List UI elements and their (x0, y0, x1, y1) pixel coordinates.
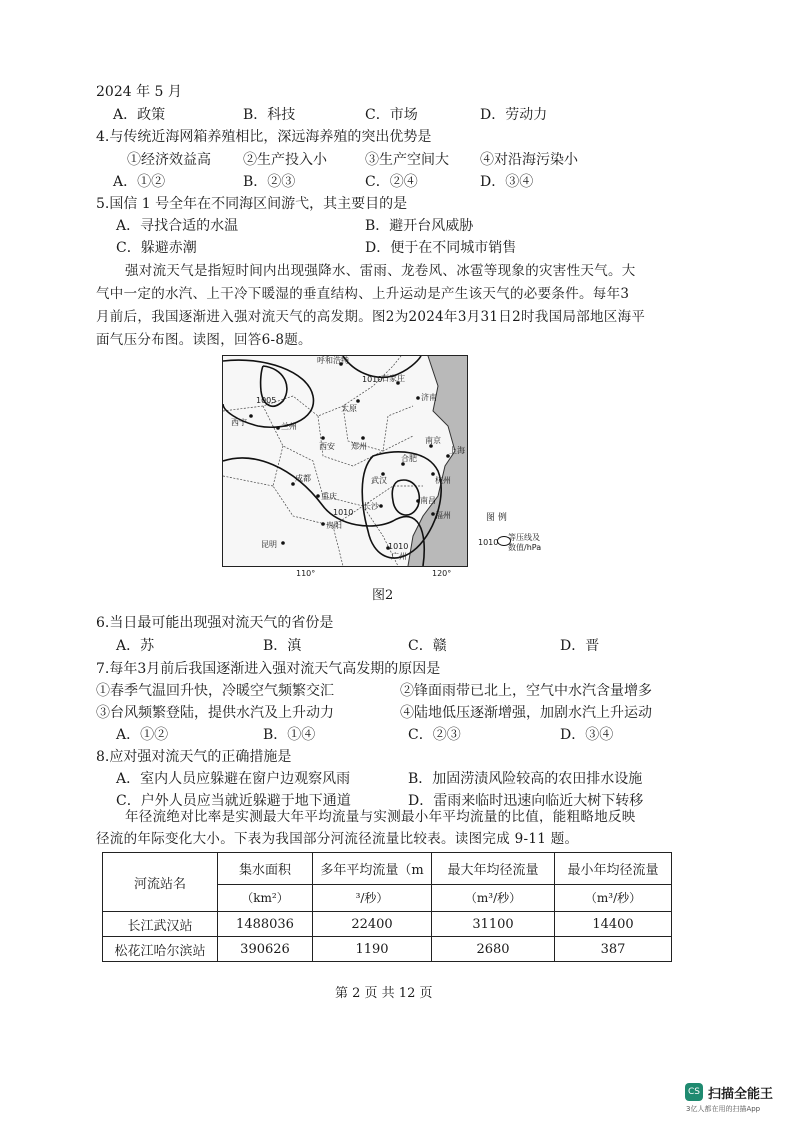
legend-text-2: 数值/hPa (508, 543, 542, 552)
header-station: 河流站名 (103, 853, 218, 912)
header-max-flow: 最大年均径流量 (432, 853, 555, 885)
city-huhehaote: 呼和浩特 (317, 356, 349, 365)
isobar-label-1010-b: 1010 (333, 508, 354, 517)
header-area-unit: （km²） (218, 884, 313, 911)
passage2-line-2: 径流的年际变化大小。下表为我国部分河流径流量比较表。读图完成 9-11 题。 (96, 831, 579, 847)
header-area: 集水面积 (218, 853, 313, 885)
city-fuzhou: 福州 (435, 511, 451, 520)
city-changsha: 长沙 (363, 502, 379, 511)
q5-option-a: A．寻找合适的水温 (116, 218, 239, 234)
runoff-table (102, 852, 672, 962)
cell-area: 1488036 (218, 912, 313, 937)
table-header-row (103, 853, 672, 885)
passage1-line-3: 月前后，我国逐渐进入强对流天气的高发期。图2为2024年3月31日2时我国局部地区海平 (96, 309, 646, 325)
header-min-flow: 最小年均径流量 (555, 853, 672, 885)
city-xining: 西宁 (231, 418, 247, 427)
isobar-label-1005: 1005 (256, 396, 277, 405)
passage2-line-1: 年径流绝对比率是实测最大年平均流量与实测最小年平均流量的比值，能粗略地反映 (125, 809, 636, 825)
q4-option-b: B．②③ (243, 174, 296, 190)
cell-station: 松花江哈尔滨站 (103, 937, 218, 962)
city-kunming: 昆明 (261, 540, 277, 549)
q4-item-3: ③生产空间大 (365, 152, 449, 168)
cell-mean-flow: 1190 (313, 937, 432, 962)
cell-max-flow: 2680 (432, 937, 555, 962)
header-date: 2024 年 5 月 (96, 84, 182, 100)
header-max-flow-unit: （m³/秒） (432, 884, 555, 911)
q8-option-a: A．室内人员应躲避在窗户边观察风雨 (116, 771, 351, 787)
city-hangzhou: 杭州 (435, 476, 451, 485)
q4-stem: 4.与传统近海网箱养殖相比，深远海养殖的突出优势是 (96, 129, 432, 145)
passage1-line-1: 强对流天气是指短时间内出现强降水、雷雨、龙卷风、冰雹等现象的灾害性天气。大 (125, 263, 636, 279)
watermark-app-name: 扫描全能王 (708, 1087, 774, 1102)
cell-min-flow: 14400 (555, 912, 672, 937)
city-shijiazhuang: 石家庄 (381, 374, 405, 383)
city-nanchang: 南昌 (420, 496, 436, 505)
city-guangzhou: 广州 (391, 552, 407, 561)
cell-max-flow: 31100 (432, 912, 555, 937)
q4-option-d: D．③④ (480, 174, 534, 190)
pressure-map (222, 355, 468, 567)
legend-value: 1010 (478, 538, 499, 547)
city-wuhan: 武汉 (371, 476, 387, 485)
q7-item-2: ②锋面雨带已北上，空气中水汽含量增多 (400, 683, 652, 699)
header-min-flow-unit: （m³/秒） (555, 884, 672, 911)
q4-option-c: C．②④ (365, 174, 418, 190)
city-jinan: 济南 (421, 393, 437, 402)
province-boundaries (223, 356, 423, 566)
q3-option-a: A．政策 (113, 107, 166, 123)
isobar-low-center (392, 480, 419, 515)
table-row (103, 912, 672, 937)
q7-option-c: C．②③ (408, 727, 461, 743)
city-zhengzhou: 郑州 (351, 442, 367, 451)
q4-item-1: ①经济效益高 (127, 152, 211, 168)
q5-option-b: B．避开台风威胁 (365, 218, 474, 234)
q5-option-c: C．躲避赤潮 (116, 240, 197, 256)
header-mean-flow: 多年平均流量（m (313, 853, 432, 885)
q6-option-b: B．滇 (263, 638, 302, 654)
page-footer: 第 2 页 共 12 页 (335, 986, 433, 1001)
q6-stem: 6.当日最可能出现强对流天气的省份是 (96, 615, 334, 631)
q8-option-c: C．户外人员应当就近躲避于地下通道 (116, 793, 351, 809)
q7-option-d: D．③④ (560, 727, 614, 743)
legend-title: 图 例 (486, 513, 507, 523)
city-guiyang: 贵阳 (326, 521, 342, 530)
q6-option-d: D．晋 (560, 638, 600, 654)
q4-item-4: ④对沿海污染小 (480, 152, 578, 168)
figure-caption: 图2 (372, 588, 394, 603)
q5-option-d: D．便于在不同城市销售 (365, 240, 517, 256)
city-lanzhou: 兰州 (281, 422, 297, 431)
table-row (103, 937, 672, 962)
q3-option-c: C．市场 (365, 107, 418, 123)
header-mean-flow-unit: ³/秒） (313, 884, 432, 911)
city-xian: 西安 (319, 442, 335, 451)
cell-min-flow: 387 (555, 937, 672, 962)
pressure-map-drawing (223, 356, 467, 566)
camscanner-logo-icon: CS (685, 1083, 703, 1101)
q8-stem: 8.应对强对流天气的正确措施是 (96, 749, 292, 765)
legend-text-1: 等压线及 (508, 533, 540, 542)
q7-option-a: A．①② (116, 727, 169, 743)
q7-stem: 7.每年3月前后我国逐渐进入强对流天气高发期的原因是 (96, 661, 441, 677)
isobar-label-1010-a: 1010 (362, 375, 383, 384)
cell-area: 390626 (218, 937, 313, 962)
cell-station: 长江武汉站 (103, 912, 218, 937)
q7-option-b: B．①④ (263, 727, 316, 743)
isobar-label-1010-d: 1010 (388, 542, 409, 551)
q7-item-1: ①春季气温回升快，冷暖空气频繁交汇 (96, 683, 334, 699)
q4-option-a: A．①② (113, 174, 166, 190)
q3-option-d: D．劳动力 (480, 107, 548, 123)
lon-label-120: 120° (432, 569, 452, 578)
q6-option-c: C．赣 (408, 638, 447, 654)
city-chengdu: 成都 (295, 474, 311, 483)
passage1-line-2: 气中一定的水汽、上干冷下暖湿的垂直结构、上升运动是产生该天气的必要条件。每年3 (96, 286, 630, 302)
q7-item-3: ③台风频繁登陆，提供水汽及上升动力 (96, 705, 334, 721)
q8-option-b: B．加固涝渍风险较高的农田排水设施 (408, 771, 643, 787)
q4-item-2: ②生产投入小 (243, 152, 327, 168)
city-shanghai: 上海 (449, 446, 465, 455)
q7-item-4: ④陆地低压逐渐增强，加剧水汽上升运动 (400, 705, 652, 721)
city-chongqing: 重庆 (321, 492, 337, 501)
cell-mean-flow: 22400 (313, 912, 432, 937)
q3-option-b: B．科技 (243, 107, 296, 123)
q8-option-d: D．雷雨来临时迅速向临近大树下转移 (408, 793, 644, 809)
watermark-tagline: 3亿人都在用的扫描App (686, 1105, 761, 1113)
q6-option-a: A．苏 (116, 638, 155, 654)
city-hefei: 合肥 (401, 454, 417, 463)
q5-stem: 5.国信 1 号全年在不同海区间游弋，其主要目的是 (96, 196, 408, 212)
city-nanjing: 南京 (425, 436, 441, 445)
passage1-line-4: 面气压分布图。读图，回答6-8题。 (96, 332, 312, 348)
city-taiyuan: 太原 (341, 404, 357, 413)
lon-label-110: 110° (296, 569, 316, 578)
